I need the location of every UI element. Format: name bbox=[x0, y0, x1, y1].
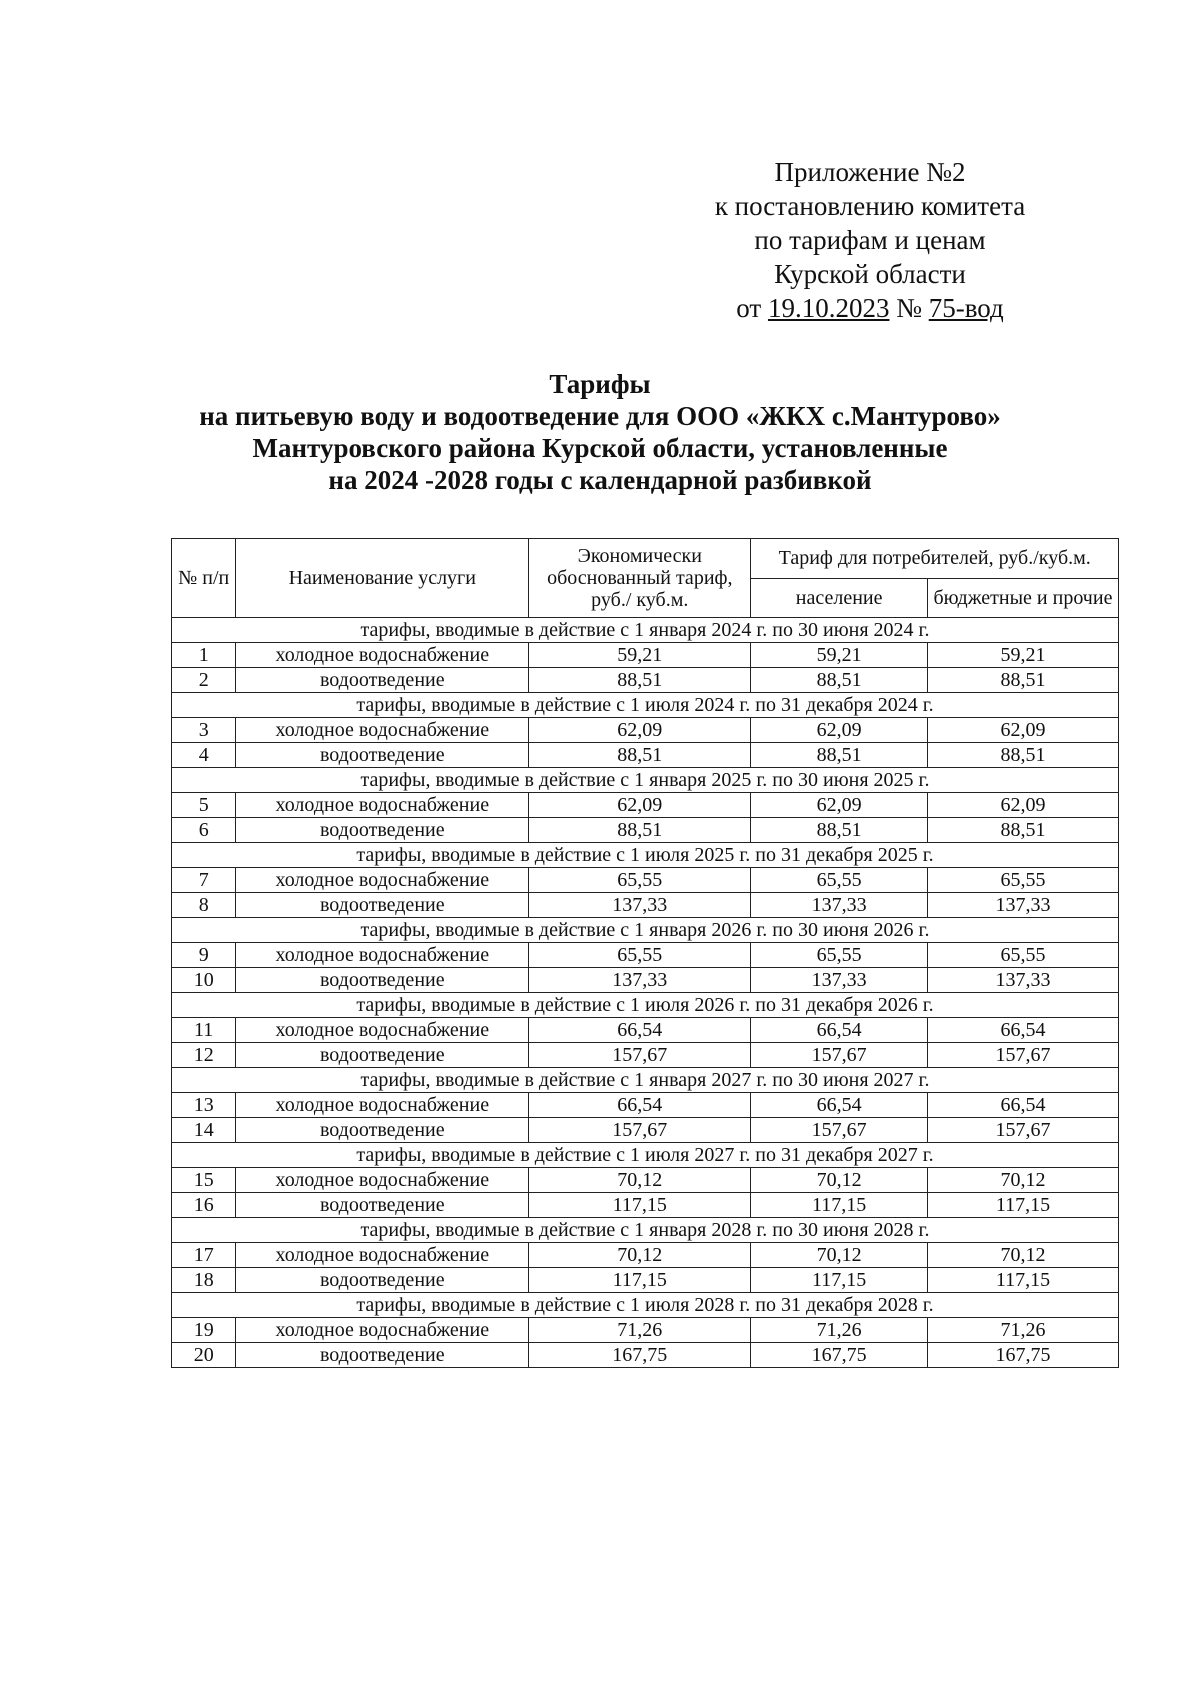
population-tariff: 65,55 bbox=[751, 868, 928, 893]
economic-tariff: 137,33 bbox=[529, 968, 751, 993]
row-number: 7 bbox=[172, 868, 236, 893]
row-number: 14 bbox=[172, 1118, 236, 1143]
table-row bbox=[172, 1243, 1119, 1268]
budget-tariff: 88,51 bbox=[927, 668, 1118, 693]
row-number: 15 bbox=[172, 1168, 236, 1193]
service-name: водоотведение bbox=[236, 1268, 529, 1293]
number-sign: № bbox=[896, 293, 922, 323]
period-label: тарифы, вводимые в действие с 1 июля 2028 г. по 31 декабря 2028 г. bbox=[172, 1293, 1119, 1318]
table-row bbox=[172, 818, 1119, 843]
economic-tariff: 65,55 bbox=[529, 868, 751, 893]
table-row bbox=[172, 718, 1119, 743]
budget-tariff: 66,54 bbox=[927, 1093, 1118, 1118]
table-row bbox=[172, 1018, 1119, 1043]
economic-tariff: 70,12 bbox=[529, 1243, 751, 1268]
period-row bbox=[172, 1293, 1119, 1318]
population-tariff: 62,09 bbox=[751, 718, 928, 743]
budget-tariff: 59,21 bbox=[927, 643, 1118, 668]
budget-tariff: 71,26 bbox=[927, 1318, 1118, 1343]
service-name: холодное водоснабжение bbox=[236, 943, 529, 968]
economic-tariff: 117,15 bbox=[529, 1268, 751, 1293]
decree-number: 75-вод bbox=[928, 293, 1004, 323]
budget-tariff: 137,33 bbox=[927, 968, 1118, 993]
service-name: холодное водоснабжение bbox=[236, 868, 529, 893]
population-tariff: 65,55 bbox=[751, 943, 928, 968]
economic-tariff: 88,51 bbox=[529, 743, 751, 768]
document-title bbox=[0, 368, 1200, 496]
service-name: водоотведение bbox=[236, 668, 529, 693]
title-line: на 2024 -2028 годы с календарной разбивкой bbox=[328, 465, 872, 495]
budget-tariff: 70,12 bbox=[927, 1243, 1118, 1268]
period-label: тарифы, вводимые в действие с 1 января 2025 г. по 30 июня 2025 г. bbox=[172, 768, 1119, 793]
service-name: водоотведение bbox=[236, 1343, 529, 1368]
service-name: водоотведение bbox=[236, 968, 529, 993]
period-row bbox=[172, 918, 1119, 943]
economic-tariff: 137,33 bbox=[529, 893, 751, 918]
table-row bbox=[172, 743, 1119, 768]
period-label: тарифы, вводимые в действие с 1 июля 2024 г. по 31 декабря 2024 г. bbox=[172, 693, 1119, 718]
budget-tariff: 65,55 bbox=[927, 868, 1118, 893]
population-tariff: 66,54 bbox=[751, 1093, 928, 1118]
service-name: холодное водоснабжение bbox=[236, 1018, 529, 1043]
service-name: холодное водоснабжение bbox=[236, 793, 529, 818]
population-tariff: 70,12 bbox=[751, 1243, 928, 1268]
budget-tariff: 167,75 bbox=[927, 1343, 1118, 1368]
row-number: 9 bbox=[172, 943, 236, 968]
population-tariff: 157,67 bbox=[751, 1043, 928, 1068]
economic-tariff: 88,51 bbox=[529, 818, 751, 843]
row-number: 11 bbox=[172, 1018, 236, 1043]
service-name: холодное водоснабжение bbox=[236, 1093, 529, 1118]
header-population: население bbox=[751, 578, 928, 618]
population-tariff: 70,12 bbox=[751, 1168, 928, 1193]
row-number: 5 bbox=[172, 793, 236, 818]
row-number: 12 bbox=[172, 1043, 236, 1068]
population-tariff: 157,67 bbox=[751, 1118, 928, 1143]
period-label: тарифы, вводимые в действие с 1 января 2027 г. по 30 июня 2027 г. bbox=[172, 1068, 1119, 1093]
economic-tariff: 66,54 bbox=[529, 1093, 751, 1118]
appendix-line: по тарифам и ценам bbox=[754, 225, 986, 255]
period-label: тарифы, вводимые в действие с 1 января 2024 г. по 30 июня 2024 г. bbox=[172, 618, 1119, 643]
tariff-table bbox=[171, 538, 1119, 1368]
economic-tariff: 157,67 bbox=[529, 1043, 751, 1068]
budget-tariff: 117,15 bbox=[927, 1193, 1118, 1218]
row-number: 1 bbox=[172, 643, 236, 668]
service-name: водоотведение bbox=[236, 1043, 529, 1068]
row-number: 17 bbox=[172, 1243, 236, 1268]
table-row bbox=[172, 1168, 1119, 1193]
appendix-line: к постановлению комитета bbox=[714, 191, 1026, 221]
service-name: водоотведение bbox=[236, 893, 529, 918]
row-number: 3 bbox=[172, 718, 236, 743]
appendix-date-line bbox=[660, 291, 1080, 325]
period-row bbox=[172, 768, 1119, 793]
population-tariff: 117,15 bbox=[751, 1268, 928, 1293]
service-name: водоотведение bbox=[236, 743, 529, 768]
table-row bbox=[172, 1343, 1119, 1368]
table-row bbox=[172, 968, 1119, 993]
economic-tariff: 70,12 bbox=[529, 1168, 751, 1193]
period-row bbox=[172, 1068, 1119, 1093]
row-number: 16 bbox=[172, 1193, 236, 1218]
population-tariff: 137,33 bbox=[751, 968, 928, 993]
service-name: холодное водоснабжение bbox=[236, 718, 529, 743]
period-row bbox=[172, 1143, 1119, 1168]
header-economic-tariff: Экономически обоснованный тариф, руб./ куб.м. bbox=[529, 539, 751, 618]
service-name: холодное водоснабжение bbox=[236, 1318, 529, 1343]
title-line: Мантуровского района Курской области, установленные bbox=[252, 433, 948, 463]
population-tariff: 62,09 bbox=[751, 793, 928, 818]
period-row bbox=[172, 993, 1119, 1018]
budget-tariff: 62,09 bbox=[927, 718, 1118, 743]
table-row bbox=[172, 1193, 1119, 1218]
header-service-name: Наименование услуги bbox=[236, 539, 529, 618]
economic-tariff: 157,67 bbox=[529, 1118, 751, 1143]
table-row bbox=[172, 943, 1119, 968]
table-row bbox=[172, 1268, 1119, 1293]
population-tariff: 117,15 bbox=[751, 1193, 928, 1218]
appendix-line: Курской области bbox=[774, 259, 966, 289]
table-row bbox=[172, 1093, 1119, 1118]
population-tariff: 88,51 bbox=[751, 818, 928, 843]
period-row bbox=[172, 1218, 1119, 1243]
period-row bbox=[172, 618, 1119, 643]
row-number: 8 bbox=[172, 893, 236, 918]
service-name: холодное водоснабжение bbox=[236, 643, 529, 668]
period-label: тарифы, вводимые в действие с 1 июля 2026 г. по 31 декабря 2026 г. bbox=[172, 993, 1119, 1018]
decree-date: 19.10.2023 bbox=[767, 293, 890, 323]
row-number: 2 bbox=[172, 668, 236, 693]
service-name: холодное водоснабжение bbox=[236, 1243, 529, 1268]
header-num: № п/п bbox=[172, 539, 236, 618]
service-name: водоотведение bbox=[236, 1118, 529, 1143]
row-number: 13 bbox=[172, 1093, 236, 1118]
population-tariff: 137,33 bbox=[751, 893, 928, 918]
period-row bbox=[172, 843, 1119, 868]
row-number: 20 bbox=[172, 1343, 236, 1368]
row-number: 18 bbox=[172, 1268, 236, 1293]
service-name: водоотведение bbox=[236, 818, 529, 843]
economic-tariff: 62,09 bbox=[529, 793, 751, 818]
economic-tariff: 117,15 bbox=[529, 1193, 751, 1218]
row-number: 4 bbox=[172, 743, 236, 768]
population-tariff: 59,21 bbox=[751, 643, 928, 668]
service-name: холодное водоснабжение bbox=[236, 1168, 529, 1193]
economic-tariff: 59,21 bbox=[529, 643, 751, 668]
row-number: 19 bbox=[172, 1318, 236, 1343]
budget-tariff: 117,15 bbox=[927, 1268, 1118, 1293]
economic-tariff: 167,75 bbox=[529, 1343, 751, 1368]
period-label: тарифы, вводимые в действие с 1 января 2026 г. по 30 июня 2026 г. bbox=[172, 918, 1119, 943]
period-label: тарифы, вводимые в действие с 1 июля 2027 г. по 31 декабря 2027 г. bbox=[172, 1143, 1119, 1168]
budget-tariff: 137,33 bbox=[927, 893, 1118, 918]
budget-tariff: 88,51 bbox=[927, 743, 1118, 768]
table-row bbox=[172, 893, 1119, 918]
budget-tariff: 88,51 bbox=[927, 818, 1118, 843]
table-row bbox=[172, 793, 1119, 818]
budget-tariff: 66,54 bbox=[927, 1018, 1118, 1043]
budget-tariff: 70,12 bbox=[927, 1168, 1118, 1193]
population-tariff: 88,51 bbox=[751, 668, 928, 693]
service-name: водоотведение bbox=[236, 1193, 529, 1218]
table-row bbox=[172, 1118, 1119, 1143]
header-consumer-tariff: Тариф для потребителей, руб./куб.м. bbox=[751, 539, 1119, 579]
economic-tariff: 71,26 bbox=[529, 1318, 751, 1343]
economic-tariff: 88,51 bbox=[529, 668, 751, 693]
budget-tariff: 65,55 bbox=[927, 943, 1118, 968]
period-row bbox=[172, 693, 1119, 718]
appendix-header bbox=[660, 155, 1080, 325]
table-row bbox=[172, 668, 1119, 693]
budget-tariff: 62,09 bbox=[927, 793, 1118, 818]
header-budget: бюджетные и прочие bbox=[927, 578, 1118, 618]
date-prefix: от bbox=[736, 293, 762, 323]
period-label: тарифы, вводимые в действие с 1 июля 2025 г. по 31 декабря 2025 г. bbox=[172, 843, 1119, 868]
table-row bbox=[172, 1043, 1119, 1068]
economic-tariff: 65,55 bbox=[529, 943, 751, 968]
population-tariff: 88,51 bbox=[751, 743, 928, 768]
population-tariff: 66,54 bbox=[751, 1018, 928, 1043]
title-line: на питьевую воду и водоотведение для ООО «ЖКХ с.Мантурово» bbox=[199, 401, 1001, 431]
population-tariff: 71,26 bbox=[751, 1318, 928, 1343]
row-number: 6 bbox=[172, 818, 236, 843]
table-row bbox=[172, 1318, 1119, 1343]
population-tariff: 167,75 bbox=[751, 1343, 928, 1368]
economic-tariff: 62,09 bbox=[529, 718, 751, 743]
table-row bbox=[172, 868, 1119, 893]
economic-tariff: 66,54 bbox=[529, 1018, 751, 1043]
budget-tariff: 157,67 bbox=[927, 1043, 1118, 1068]
title-line: Тарифы bbox=[549, 369, 651, 399]
row-number: 10 bbox=[172, 968, 236, 993]
appendix-line: Приложение №2 bbox=[774, 157, 966, 187]
budget-tariff: 157,67 bbox=[927, 1118, 1118, 1143]
table-row bbox=[172, 643, 1119, 668]
period-label: тарифы, вводимые в действие с 1 января 2028 г. по 30 июня 2028 г. bbox=[172, 1218, 1119, 1243]
